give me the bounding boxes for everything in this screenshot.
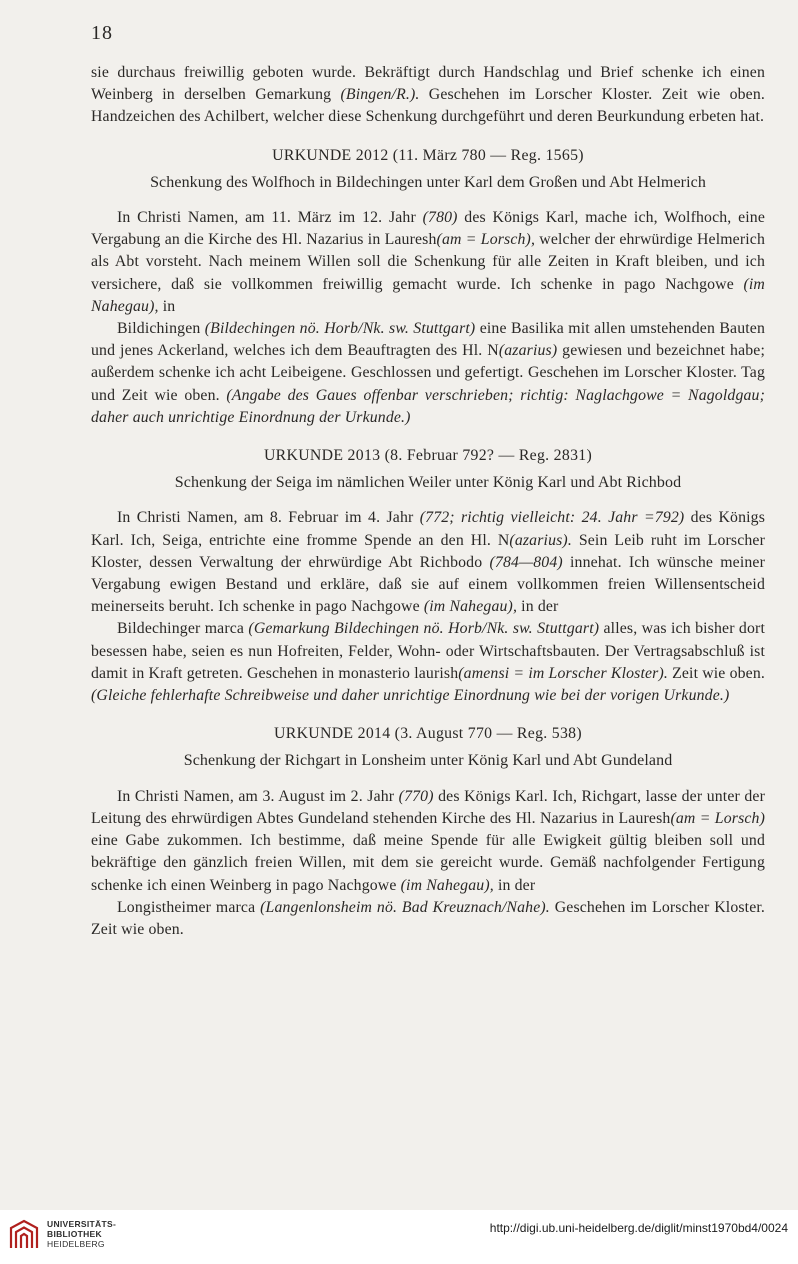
italic-run: (im Nahegau), (91, 275, 765, 315)
italic-run: (Bingen/R.). (340, 86, 420, 104)
italic-run: (am = Lorsch) (670, 809, 765, 827)
italic-run: (770) (398, 787, 434, 805)
library-logo[interactable] (8, 1218, 116, 1250)
text-run: Bildechinger marca (117, 620, 249, 638)
text-run: Zeit wie oben. (667, 664, 765, 682)
charter-2012-subheading: Schenkung des Wolfhoch in Bildechingen unter Karl dem Großen und Abt Helmerich (150, 173, 706, 191)
text-run: Longistheimer marca (117, 898, 261, 916)
text-run: in der (493, 876, 536, 894)
italic-run: (azarius). (509, 531, 572, 549)
italic-run: (am = Lorsch), (436, 231, 536, 249)
italic-run: (780) (422, 209, 458, 227)
viewer-footer (0, 1210, 798, 1264)
text-run: Bildichingen (117, 320, 205, 338)
italic-run: (784—804) (489, 553, 563, 571)
charter-2014-heading: URKUNDE 2014 (3. August 770 — Reg. 538) (274, 725, 582, 743)
library-logo-icon (8, 1218, 40, 1250)
italic-run: (im Nahegau), (423, 598, 518, 616)
italic-run: (772; richtig vielleicht: 24. Jahr =792) (419, 509, 685, 527)
text-run: des Königs Karl. Ich, Seiga, entrichte eine fromme Spende an den Hl. N (91, 509, 766, 549)
text-run: In Christi Namen, am 11. März im 12. Jahr (117, 209, 423, 227)
text-run: eine Gabe zukommen. Ich bestimme, daß meine Spende für alle Ewigkeit gültig bleiben soll und bekräftige den gänzlich freien Willen, mit dem sie gereicht wurde. Gemäß nachfolgender Fertigung schenke ich einen Weinberg in pago Nachgowe (91, 832, 765, 894)
charter-2014-subheading: Schenkung der Richgart in Lonsheim unter König Karl und Abt Gundeland (183, 752, 673, 770)
text-run: eine Basilika mit allen umstehenden Bauten und jenes Ackerland, welches ich dem Beauftragten des Hl. N (91, 320, 765, 360)
page-url-link[interactable]: http://digi.ub.uni-heidelberg.de/diglit/minst1970bd4/0024 (489, 1221, 788, 1235)
charter-2014-paragraph-2 (91, 897, 765, 941)
text-run: Geschehen im Lorscher Kloster. Zeit wie oben. (91, 898, 766, 938)
italic-run: (Gleiche fehlerhafte Schreibweise und daher unrichtige Einordnung wie bei der vorigen Urkunde.) (91, 687, 730, 705)
italic-run: (azarius) (498, 342, 558, 360)
text-run: des Königs Karl. Ich, Richgart, lasse der unter der Leitung des ehrwürdigen Abtes Gundeland stehenden Kirche des Hl. Nazarius in Lauresh (91, 787, 765, 827)
text-run: In Christi Namen, am 3. August im 2. Jahr (117, 787, 399, 805)
text-run: gewiesen und bezeichnet habe; außerdem schenke ich acht Leibeigene. Geschlossen und gefertigt. Geschehen im Lorscher Kloster. Tag und Zeit wie oben. (91, 342, 765, 404)
italic-run: (Angabe des Gaues offenbar verschrieben; richtig: Naglachgowe = Nagoldgau; daher auch unrichtige Einordnung der Urkunde.) (91, 386, 766, 426)
charter-2012-paragraph-1 (91, 207, 765, 318)
text-run: des Königs Karl, mache ich, Wolfhoch, eine Vergabung an die Kirche des Hl. Nazarius in Lauresh (91, 209, 766, 249)
charter-2013-subheading: Schenkung der Seiga im nämlichen Weiler unter König Karl und Abt Richbod (174, 474, 682, 492)
text-run: alles, was ich bisher dort besessen habe, seien es nun Hofreiten, Felder, Wohn- oder Wirtschaftsbauten. Der Vertragsabschluß ist damit in Kraft getreten. Geschehen in monasterio laurish (91, 620, 765, 682)
logo-line: BIBLIOTHEK (47, 1229, 102, 1239)
text-block (91, 62, 765, 941)
italic-run: (im Nahegau), (400, 876, 494, 894)
logo-line: UNIVERSITÄTS- (47, 1219, 117, 1229)
text-run: sie durchaus freiwillig geboten wurde. Bekräftigt durch Handschlag und Brief schenke ich einen Weinberg in derselben Gemarkung (91, 64, 765, 104)
intro-paragraph (91, 62, 765, 129)
charter-2014-paragraph-1 (91, 786, 765, 897)
text-run: innehat. Ich wünsche meiner Vergabung ewigen Bestand und erkläre, daß sie auf einem vollkommen freien Willensentscheid meinerseits beruht. Ich schenke in pago Nachgowe (91, 553, 765, 616)
charter-2013-paragraph-1 (91, 507, 765, 618)
page-number: 18 (91, 22, 113, 44)
charter-2013-paragraph-2 (91, 618, 765, 707)
logo-line: HEIDELBERG (47, 1239, 105, 1249)
library-logo-text (47, 1219, 116, 1249)
italic-run: (amensi = im Lorscher Kloster). (458, 664, 668, 682)
charter-2012-heading: URKUNDE 2012 (11. März 780 — Reg. 1565) (272, 146, 584, 164)
text-run: In Christi Namen, am 8. Februar im 4. Jahr (117, 509, 420, 527)
text-run: in (158, 297, 176, 315)
text-run: Sein Leib ruht im Lorscher Kloster, dessen Verwaltung der ehrwürdige Abt Richbodo (91, 531, 765, 571)
text-run: in der (517, 598, 559, 616)
italic-run: (Langenlonsheim nö. Bad Kreuznach/Nahe). (260, 898, 550, 916)
charter-2012-paragraph-2 (91, 318, 765, 429)
charter-2013-heading: URKUNDE 2013 (8. Februar 792? — Reg. 2831) (263, 447, 593, 465)
text-run: Geschehen im Lorscher Kloster. Zeit wie oben. Handzeichen des Achilbert, welcher diese Schenkung durchgeführt und deren Beurkundung erbeten hat. (91, 86, 765, 126)
italic-run: (Gemarkung Bildechingen nö. Horb/Nk. sw. Stuttgart) (248, 620, 600, 638)
italic-run: (Bildechingen nö. Horb/Nk. sw. Stuttgart) (204, 320, 476, 338)
text-run: welcher der ehrwürdige Helmerich als Abt vorsteht. Nach meinem Willen soll die Schenkung für alle Zeiten in Kraft bleiben, und ich versichere, daß sie vollkommen freiwillig gemacht wurde. Ich schenke in pago Nachgowe (91, 231, 766, 293)
